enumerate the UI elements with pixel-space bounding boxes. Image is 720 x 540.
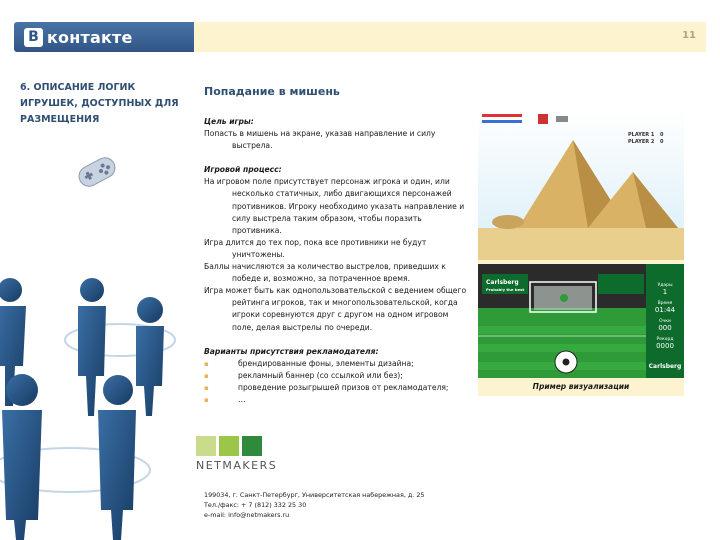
list-item: ▪ проведение розыгрышей призов от рекламодателя; [204, 382, 470, 394]
footer-address: 199034, г. Санкт-Петербург, Университетская набережная, д. 25 [204, 491, 425, 499]
game-screenshot-pyramids [478, 110, 684, 260]
process-paragraph: Игра длится до тех пор, пока все противники не будут уничтожены. [204, 237, 427, 259]
player1-score: 0 [660, 132, 664, 138]
header-band [194, 22, 706, 52]
goal-label: Цель игры: [204, 117, 254, 126]
goal-text: Попасть в мишень на экране, указав направление и силу выстрела. [204, 129, 436, 151]
content-body [204, 116, 470, 406]
logo-mark: B [24, 28, 43, 47]
process-paragraph: Игра может быть как однопользовательской с ведением общего рейтинга игроков, так и многопользовательской, когда игроки соревнуются друг с другом на одном игровом поле, делая выстрелы по очереди. [204, 286, 467, 332]
list-item: ▪ рекламный баннер (со ссылкой или без); [204, 370, 470, 382]
stat-record-value: 0000 [656, 342, 674, 350]
stat-time-value: 01:44 [654, 306, 676, 314]
netmakers-wordmark: NETMAKERS [196, 459, 278, 472]
player1-label: PLAYER 1 [628, 132, 655, 138]
list-item: ▪ брендированные фоны, элементы дизайна; [204, 358, 470, 370]
gamepad-icon [74, 150, 120, 194]
game-caption: Пример визуализации [532, 382, 630, 391]
stat-shots-label: Удары [657, 283, 673, 288]
main-heading: Попадание в мишень [204, 85, 340, 98]
footer-email: e-mail: info@netmakers.ru [204, 511, 290, 519]
page-number: 11 [682, 30, 696, 41]
list-item: ▪ … [204, 394, 470, 406]
game-screenshot-football [478, 264, 684, 378]
footer-contacts [204, 490, 425, 520]
netmakers-logo [196, 436, 277, 472]
logo-text: контакте [47, 27, 133, 47]
stat-record-label: Рекорд [656, 337, 674, 342]
section-title: 6. ОПИСАНИЕ ЛОГИК ИГРУШЕК, ДОСТУПНЫХ ДЛЯ РАЗМЕЩЕНИЯ [20, 82, 179, 125]
stat-time-label: Время [657, 301, 673, 306]
player2-score: 0 [660, 139, 664, 145]
stat-shots-value: 1 [662, 288, 668, 296]
stat-points-value: 000 [658, 324, 672, 332]
ads-list [204, 358, 470, 406]
people-network-illustration [0, 270, 190, 540]
logo-square [196, 436, 216, 456]
side-brand: Carlsberg [648, 363, 682, 370]
vkontakte-logo [14, 22, 194, 52]
game-preview-panel [478, 110, 684, 396]
process-paragraph: Баллы начисляются за количество выстрелов, приведших к победе и, возможно, за потраченное время. [204, 262, 446, 284]
process-paragraph: На игровом поле присутствует персонаж игрока и один, или несколько статичных, либо двигающихся персонажей противников. Игроку необходимо указать направление и силу выстрела таким образом, чтобы поразить противника. [204, 177, 465, 235]
ad-banner-brand: Carlsberg [486, 279, 519, 286]
stat-points-label: Очки [659, 319, 671, 324]
ad-banner-sub: Probably the best [486, 287, 525, 292]
ads-label: Варианты присутствия рекламодателя: [204, 346, 379, 356]
logo-square [242, 436, 262, 456]
process-label: Игровой процесс: [204, 165, 282, 175]
logo-square [219, 436, 239, 456]
player2-label: PLAYER 2 [628, 139, 655, 145]
footer-phone: Тел./факс: + 7 (812) 332 25 30 [204, 501, 307, 509]
